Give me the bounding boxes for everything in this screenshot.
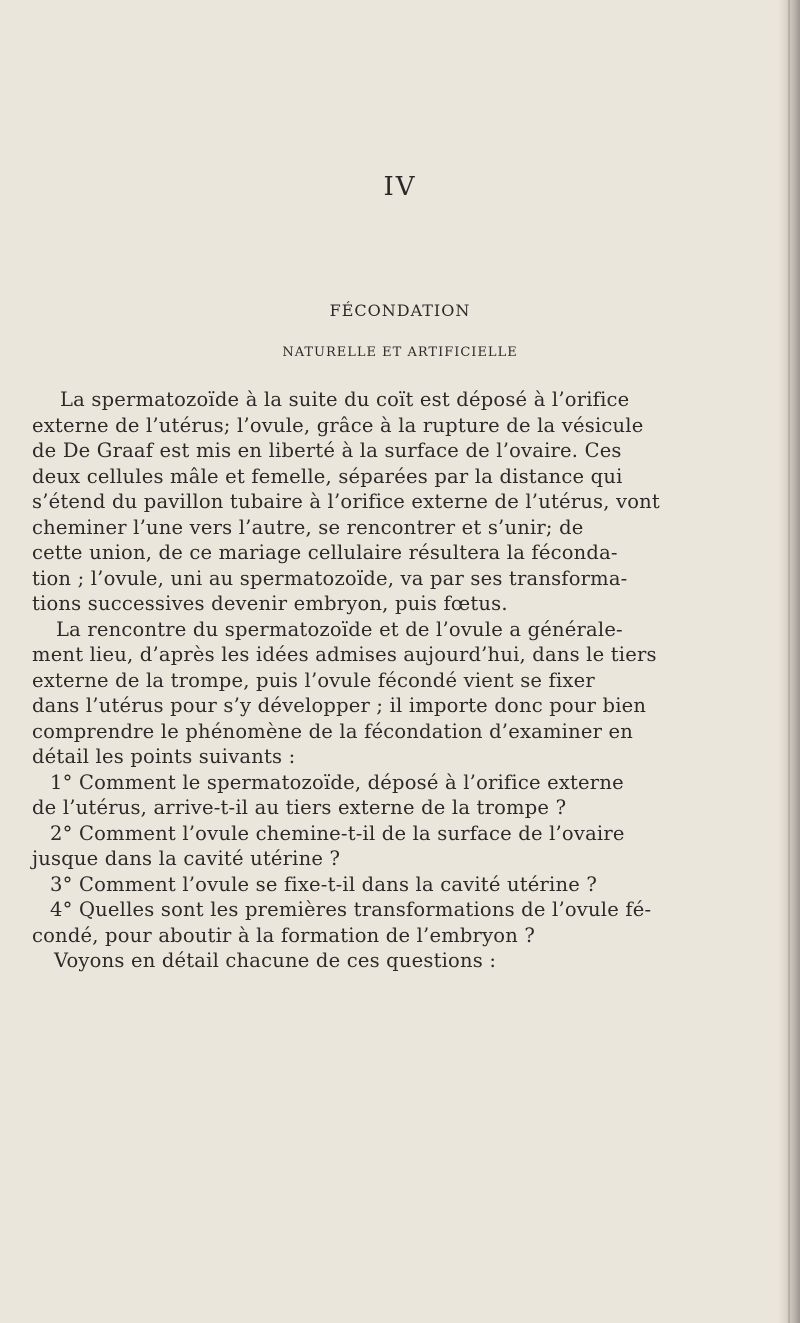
text-line: La spermatozoïde à la suite du coït est déposé à l’orifice: [60, 388, 630, 411]
question-line: 1° Comment le spermatozoïde, déposé à l’orifice externe: [50, 770, 624, 794]
text-line: deux cellules mâle et femelle, séparées par la distance qui: [32, 464, 623, 488]
text-line: Voyons en détail chacune de ces questions :: [54, 949, 497, 972]
chapter-subtitle: NATURELLE ET ARTIFICIELLE: [282, 345, 518, 360]
text-line: tions successives devenir embryon, puis fœtus.: [32, 592, 508, 615]
text-line: cette union, de ce mariage cellulaire résultera la féconda-: [32, 541, 618, 564]
text-line: ment lieu, d’après les idées admises aujourd’hui, dans le tiers: [32, 643, 657, 666]
text-line: jusque dans la cavité utérine ?: [32, 847, 341, 870]
text-line: condé, pour aboutir à la formation de l’embryon ?: [32, 923, 536, 947]
text-line: externe de l’utérus; l’ovule, grâce à la rupture de la vésicule: [32, 413, 644, 437]
question-line: 2° Comment l’ovule chemine-t-il de la surface de l’ovaire: [50, 821, 625, 845]
text-line: de De Graaf est mis en liberté à la surface de l’ovaire. Ces: [32, 439, 622, 462]
text-line: externe de la trompe, puis l’ovule fécondé vient se fixer: [32, 668, 595, 692]
text-line: tion ; l’ovule, uni au spermatozoïde, va par ses transforma-: [32, 566, 628, 590]
text-line: dans l’utérus pour s’y développer ; il importe donc pour bien: [32, 694, 647, 717]
question-line: 3° Comment l’ovule se fixe-t-il dans la cavité utérine ?: [50, 872, 598, 896]
text-line: comprendre le phénomène de la fécondation d’examiner en: [32, 719, 634, 743]
text-line: de l’utérus, arrive-t-il au tiers externe de la trompe ?: [32, 796, 567, 819]
text-line: La rencontre du spermatozoïde et de l’ovule a générale-: [56, 617, 623, 641]
question-line: 4° Quelles sont les premières transformations de l’ovule fé-: [50, 898, 652, 921]
chapter-title: FÉCONDATION: [329, 301, 471, 320]
body-text: [32, 387, 772, 974]
text-line: détail les points suivants :: [32, 745, 296, 768]
text-line: s’étend du pavillon tubaire à l’orifice externe de l’utérus, vont: [32, 490, 660, 513]
chapter-number: IV: [383, 172, 417, 202]
text-line: cheminer l’une vers l’autre, se rencontrer et s’unir; de: [32, 515, 584, 539]
